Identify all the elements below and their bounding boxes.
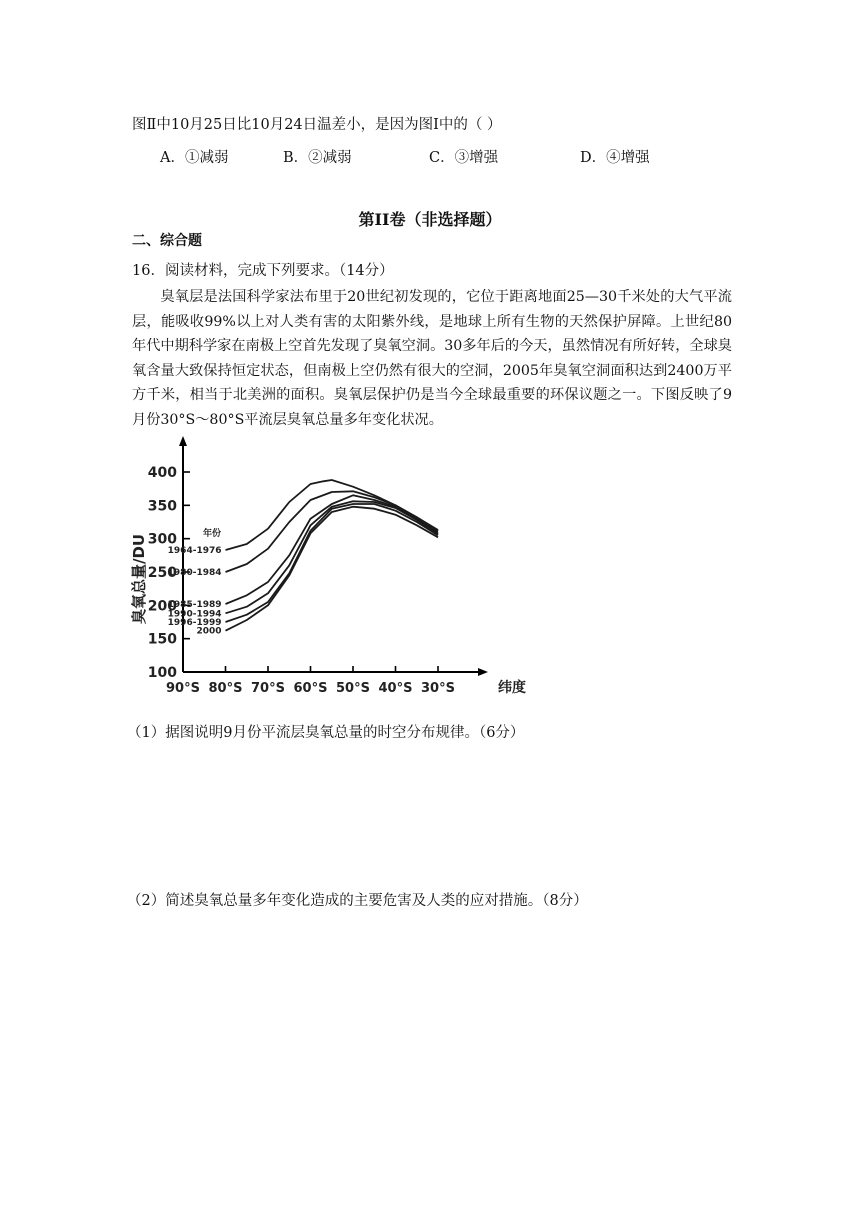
chart-series [226, 480, 439, 631]
series-line-5 [226, 507, 439, 631]
y-tick-label: 400 [147, 465, 177, 481]
series-label: 1990-1994 [167, 609, 222, 620]
section-title: 第II卷（非选择题） [358, 210, 502, 229]
q16-sub1: （1）据图说明9月份平流层臭氧总量的时空分布规律。（6分） [127, 725, 525, 741]
y-tick-label: 300 [147, 531, 177, 548]
option-a: A．①减弱 [160, 150, 229, 166]
y-tick-label: 150 [147, 631, 177, 648]
y-tick-label: 100 [147, 665, 177, 681]
x-tick-label: 80°S [208, 681, 243, 696]
series-label: 1996-1999 [167, 618, 222, 628]
x-tick-label: 30°S [421, 681, 455, 696]
x-tick-label: 50°S [336, 681, 370, 696]
chart-axes [179, 436, 488, 676]
x-tick-label: 70°S [251, 681, 285, 696]
y-axis-arrow [179, 436, 187, 446]
q16-sub2: （2）简述臭氧总量多年变化造成的主要危害及人类的应对措施。（8分） [127, 893, 588, 909]
q16-passage [132, 285, 732, 432]
series-line-4 [226, 504, 439, 622]
question-stem: 图Ⅱ中10月25日比10月24日温差小，是因为图Ⅰ中的（ ） [132, 117, 502, 133]
series-label: 1964-1976 [167, 546, 222, 556]
x-axis-title: 纬度 [498, 680, 526, 696]
option-c: C．③增强 [429, 150, 499, 166]
q16-header: 16．阅读材料，完成下列要求。（14分） [132, 263, 394, 279]
q16-passage-text: 臭氧层是法国科学家法布里于20世纪初发现的，它位于距离地面25—30千米处的大气平流层，能吸收99%以上对人类有害的太阳紫外线，是地球上所有生物的天然保护屏障。上世纪80年代中期科学家在南极上空首先发现了臭氧空洞。30多年后的今天，虽然情况有所好转，全球臭氧含量大致保持恒定状态，但南极上空仍然有很大的空洞，2005年臭氧空洞面积达到2400万平方千米，相当于北美洲的面积。臭氧层保护仍是当今全球最重要的环保议题之一。下图反映了9月份30°S～80°S平流层臭氧总量多年变化状况。 [132, 289, 732, 428]
y-tick-label: 200 [147, 598, 177, 615]
y-tick-label: 350 [147, 498, 177, 515]
x-axis-arrow [478, 668, 488, 676]
x-tick-label: 90°S [166, 681, 200, 696]
option-d: D．④增强 [580, 150, 650, 166]
series-label: 1980-1984 [167, 568, 222, 578]
series-label: 1985-1989 [167, 600, 222, 610]
y-axis-title: 臭氧总量/DU [130, 533, 148, 624]
chart-labels [130, 465, 526, 696]
y-tick-label: 250 [147, 565, 177, 581]
x-tick-label: 60°S [293, 681, 328, 696]
x-tick-label: 40°S [378, 681, 413, 696]
series-label: 2000 [196, 626, 222, 637]
legend-title: 年份 [203, 529, 222, 539]
section-subtitle: 二、综合题 [132, 233, 202, 249]
ozone-chart [128, 432, 528, 702]
option-b: B．②减弱 [283, 150, 352, 166]
